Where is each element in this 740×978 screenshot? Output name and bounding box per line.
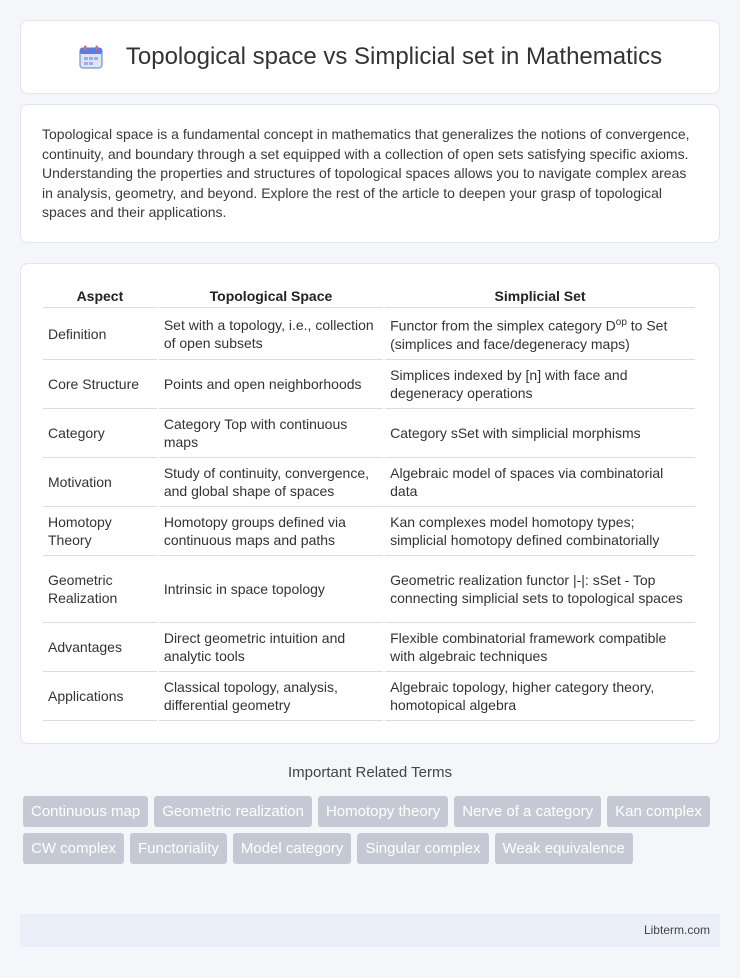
cell-simplicial: Kan complexes model homotopy types; simplicial homotopy defined combinatorially: [385, 507, 695, 556]
cell-aspect: Motivation: [43, 458, 157, 507]
tag-nerve-of-a-category[interactable]: Nerve of a category: [454, 796, 601, 827]
tag-kan-complex[interactable]: Kan complex: [607, 796, 710, 827]
comparison-card: [20, 263, 720, 744]
tag-weak-equivalence[interactable]: Weak equivalence: [495, 833, 633, 864]
footer-site[interactable]: Libterm.com: [643, 923, 710, 937]
tag-continuous-map[interactable]: Continuous map: [23, 796, 148, 827]
cell-aspect: Applications: [43, 672, 157, 721]
tag-singular-complex[interactable]: Singular complex: [357, 833, 488, 864]
cell-simplicial: Simplices indexed by [n] with face and degeneracy operations: [385, 360, 695, 409]
table-row: [43, 672, 695, 721]
cell-simplicial: Flexible combinatorial framework compatible with algebraic techniques: [385, 623, 695, 672]
cell-aspect: Category: [43, 409, 157, 458]
cell-simplicial: Algebraic topology, higher category theory, homotopical algebra: [385, 672, 695, 721]
comparison-table: [41, 284, 697, 721]
table-row: [43, 507, 695, 556]
header-simplicial-set: Simplicial Set: [385, 284, 695, 308]
cell-topological: Classical topology, analysis, differential geometry: [159, 672, 383, 721]
cell-simplicial: [385, 308, 695, 360]
footer: [20, 914, 720, 947]
cell-topological: Study of continuity, convergence, and global shape of spaces: [159, 458, 383, 507]
superscript-op: op: [615, 317, 627, 329]
cell-topological: Direct geometric intuition and analytic tools: [159, 623, 383, 672]
cell-aspect: Advantages: [43, 623, 157, 672]
header-card: [20, 20, 720, 94]
tag-model-category[interactable]: Model category: [233, 833, 352, 864]
table-row: [43, 409, 695, 458]
cell-topological: Category Top with continuous maps: [159, 409, 383, 458]
tag-cw-complex[interactable]: CW complex: [23, 833, 124, 864]
tag-geometric-realization[interactable]: Geometric realization: [154, 796, 312, 827]
header-aspect: Aspect: [43, 284, 157, 308]
cell-simplicial-post: to Set (simplices and face/degeneracy maps): [390, 317, 668, 352]
table-row: [43, 308, 695, 360]
intro-text: Topological space is a fundamental concept in mathematics that generalizes the notions of convergence, continuity, and boundary through a set equipped with a collection of open sets satisfying specific axioms. Understanding the properties and structures of topological spaces allows you to navigate complex areas in analysis, geometry, and beyond. Explore the rest of the article to deepen your grasp of topological spaces and their applications.: [42, 126, 690, 221]
cell-aspect: Homotopy Theory: [43, 507, 157, 556]
cell-simplicial: Algebraic model of spaces via combinatorial data: [385, 458, 695, 507]
cell-topological: Intrinsic in space topology: [159, 556, 383, 623]
table-header-row: [43, 284, 695, 308]
header-topological-space: Topological Space: [159, 284, 383, 308]
table-row: [43, 458, 695, 507]
cell-topological: Points and open neighborhoods: [159, 360, 383, 409]
cell-aspect: Geometric Realization: [43, 556, 157, 623]
page-title: Topological space vs Simplicial set in Mathematics: [125, 43, 663, 70]
cell-simplicial-pre: Functor from the simplex category D: [390, 317, 616, 334]
cell-aspect: Core Structure: [43, 360, 157, 409]
table-row: [43, 623, 695, 672]
tag-homotopy-theory[interactable]: Homotopy theory: [318, 796, 448, 827]
cell-topological: Homotopy groups defined via continuous maps and paths: [159, 507, 383, 556]
related-tags: [23, 796, 723, 870]
table-row: [43, 556, 695, 623]
table-row: [43, 360, 695, 409]
intro-card: [20, 104, 720, 243]
cell-simplicial: Category sSet with simplicial morphisms: [385, 409, 695, 458]
calendar-icon: [78, 44, 104, 70]
cell-simplicial: Geometric realization functor |-|: sSet - Top connecting simplicial sets to topological spaces: [385, 556, 695, 623]
tag-functoriality[interactable]: Functoriality: [130, 833, 227, 864]
related-terms-title: Important Related Terms: [288, 764, 452, 781]
cell-aspect: Definition: [43, 308, 157, 360]
cell-topological: Set with a topology, i.e., collection of open subsets: [159, 308, 383, 360]
